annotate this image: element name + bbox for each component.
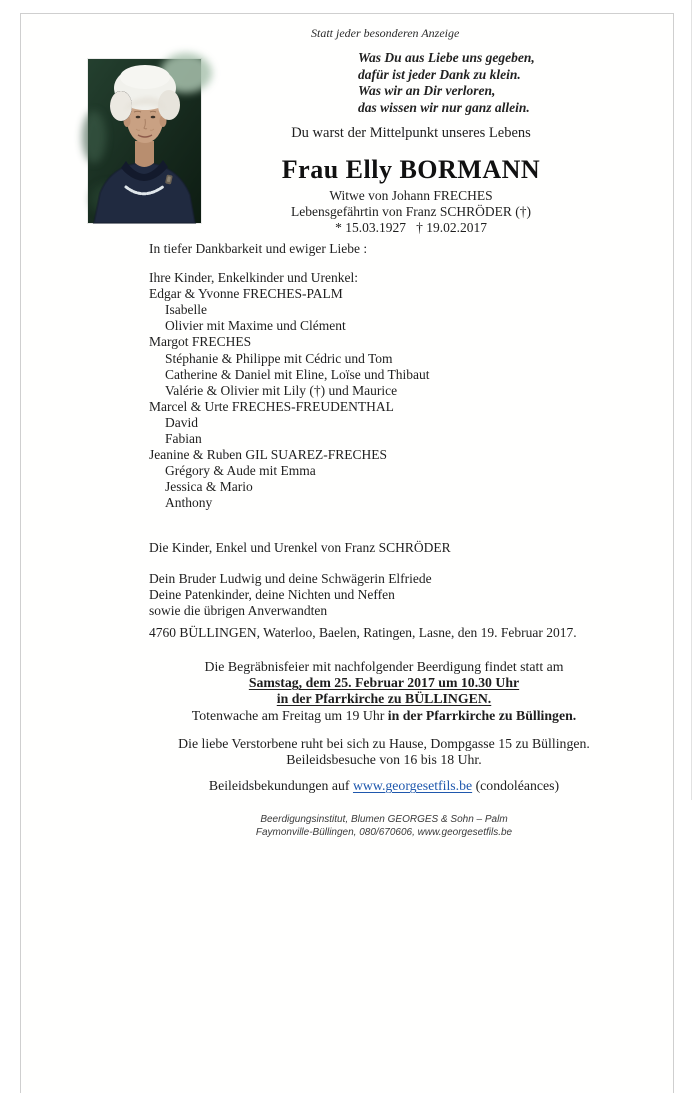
family-member-line: Margot FRECHES <box>149 334 252 350</box>
ceremony-church: in der Pfarrkirche zu BÜLLINGEN. <box>276 691 492 707</box>
relatives-block <box>149 571 619 619</box>
funeral-home-footer <box>149 813 619 839</box>
wake-location: in der Pfarrkirche zu Büllingen. <box>387 707 577 723</box>
poem-line: Was wir an Dir verloren, <box>358 83 496 98</box>
relatives-line: sowie die übrigen Anverwandten <box>149 602 328 618</box>
family-member-line: Jeanine & Ruben GIL SUAREZ-FRECHES <box>149 447 387 463</box>
resting-place-line: Die liebe Verstorbene ruht bei sich zu Hause, Dompgasse 15 zu Büllingen. <box>178 735 590 751</box>
poem-line: dafür ist jeder Dank zu klein. <box>358 66 521 82</box>
schroeder-descendants-line: Die Kinder, Enkel und Urenkel von Franz SCHRÖDER <box>149 539 451 555</box>
condolence-line <box>149 778 619 794</box>
family-member-line: Jessica & Mario <box>165 479 253 495</box>
family-member-line: Edgar & Yvonne FRECHES-PALM <box>149 286 343 302</box>
obituary-card <box>20 13 674 1093</box>
funeral-home-contact: Faymonville-Büllingen, 080/670606, www.georgesetfils.be <box>255 827 513 839</box>
family-member-line: Fabian <box>165 431 202 447</box>
memorial-poem <box>358 50 621 116</box>
relation-partner: Lebensgefährtin von Franz SCHRÖDER (†) <box>291 204 531 219</box>
ceremony-date: Samstag, dem 25. Februar 2017 um 10.30 Uhr <box>248 675 520 691</box>
visiting-hours-line: Beileidsbesuche von 16 bis 18 Uhr. <box>286 751 482 767</box>
family-member-line: Olivier mit Maxime und Clément <box>165 318 346 334</box>
portrait-illustration <box>88 59 201 223</box>
family-list <box>149 286 619 511</box>
deceased-name: Frau Elly BORMANN <box>281 155 541 184</box>
condolence-suffix: (condoléances) <box>472 778 560 794</box>
body-text <box>149 241 619 641</box>
anzeige-note: Statt jeder besonderen Anzeige <box>311 26 460 40</box>
scan-edge-line <box>691 0 692 800</box>
birth-death-dates: * 15.03.1927 † 19.02.2017 <box>335 220 487 235</box>
poem-line: Was Du aus Liebe uns gegeben, <box>358 50 535 65</box>
condolence-prefix: Beileidsbekundungen auf <box>208 778 353 794</box>
relatives-line: Dein Bruder Ludwig und deine Schwägerin Elfriede <box>149 570 432 586</box>
dedication-line: Du warst der Mittelpunkt unseres Lebens <box>291 125 531 141</box>
family-member-line: Anthony <box>165 495 213 511</box>
place-date-line: 4760 BÜLLINGEN, Waterloo, Baelen, Ratingen, Lasne, den 19. Februar 2017. <box>149 624 577 640</box>
family-member-line: Catherine & Daniel mit Eline, Loïse und Thibaut <box>165 366 430 382</box>
family-heading: Ihre Kinder, Enkelkinder und Urenkel: <box>149 270 359 286</box>
ceremony-block <box>149 659 619 724</box>
family-member-line: Grégory & Aude mit Emma <box>165 463 316 479</box>
family-member-line: Marcel & Urte FRECHES-FREUDENTHAL <box>149 398 394 414</box>
family-member-line: Valérie & Olivier mit Lily (†) und Maurice <box>165 382 398 398</box>
condolence-website-link[interactable]: www.georgesetfils.be <box>352 778 473 794</box>
wake-line <box>149 708 619 724</box>
poem-line: das wissen wir nur ganz allein. <box>358 99 530 115</box>
home-block <box>149 736 619 768</box>
funeral-home-name: Beerdigungsinstitut, Blumen GEORGES & Sohn – Palm <box>260 814 508 826</box>
header-block <box>201 50 621 236</box>
ceremony-intro: Die Begräbnisfeier mit nachfolgender Beerdigung findet statt am <box>204 658 564 674</box>
family-member-line: Stéphanie & Philippe mit Cédric und Tom <box>165 350 393 366</box>
portrait-photo <box>88 59 201 223</box>
relatives-line: Deine Patenkinder, deine Nichten und Neffen <box>149 586 395 602</box>
family-member-line: Isabelle <box>165 302 207 318</box>
family-member-line: David <box>165 414 198 430</box>
relation-widow: Witwe von Johann FRECHES <box>329 188 493 203</box>
gratitude-line: In tiefer Dankbarkeit und ewiger Liebe : <box>149 241 368 256</box>
wake-prefix: Totenwache am Freitag um 19 Uhr <box>191 707 388 723</box>
